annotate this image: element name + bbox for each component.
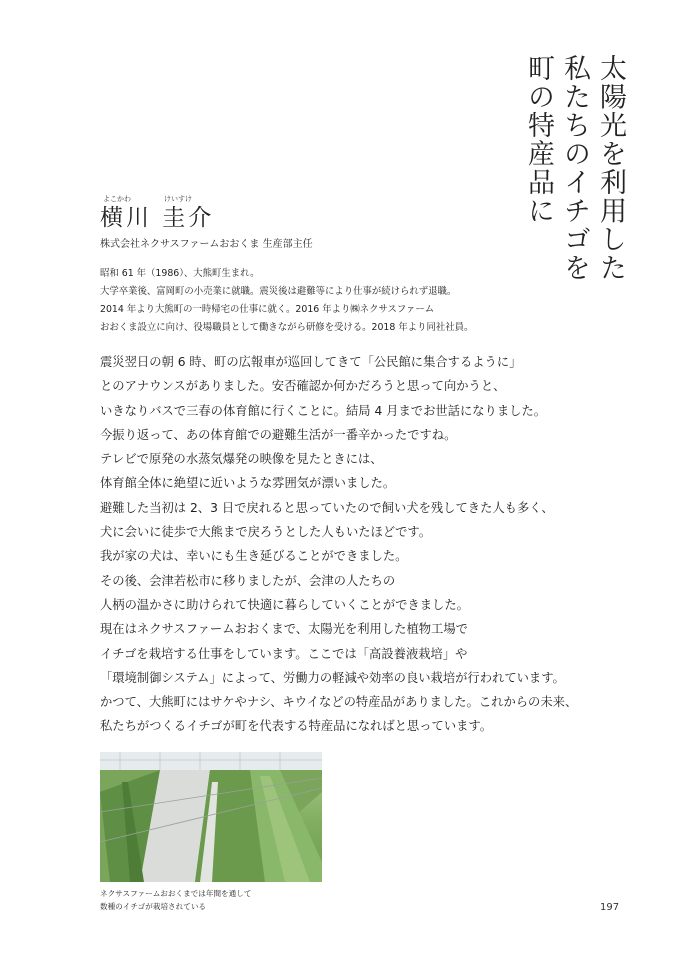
- body-line: 体育館全体に絶望に近いような雰囲気が漂いました。: [100, 476, 396, 491]
- body-line: 我が家の犬は、幸いにも生き延びることができました。: [100, 549, 408, 564]
- article-body: [100, 350, 620, 739]
- person-name: 横川 圭介: [100, 205, 215, 231]
- body-line: 人柄の温かさに助けられて快適に暮らしていくことができました。: [100, 597, 469, 612]
- body-line: 震災翌日の朝 6 時、町の広報車が巡回してきて「公民館に集合するように」: [100, 355, 522, 369]
- ruby-given: けいすけ: [164, 195, 192, 203]
- body-line: 今振り返って、あの体育館での避難生活が一番辛かったですね。: [100, 427, 457, 442]
- profile-bio: [100, 265, 520, 337]
- body-line: その後、会津若松市に移りましたが、会津の人たちの: [100, 573, 396, 588]
- body-line: 私たちがつくるイチゴが町を代表する特産品になればと思っています。: [100, 719, 493, 734]
- ruby-surname: よこかわ: [103, 195, 131, 203]
- greenhouse-photo: [100, 752, 322, 882]
- title-line-3: 町の特産品に: [523, 54, 554, 225]
- body-line: 現在はネクサスファームおおくまで、太陽光を利用した植物工場で: [100, 622, 468, 637]
- bio-line: 2014 年より大熊町の一時帰宅の仕事に就く。2016 年より㈱ネクサスファーム: [100, 304, 435, 315]
- name-ruby: [100, 194, 360, 204]
- title-line-2: 私たちのイチゴを: [559, 54, 590, 282]
- body-line: とのアナウンスがありました。安否確認か何かだろうと思って向かうと、: [100, 379, 506, 394]
- page-number: 197: [600, 902, 620, 913]
- person-role: 株式会社ネクサスファームおおくま 生産部主任: [100, 239, 313, 250]
- profile-header: [100, 194, 360, 252]
- bio-line: 昭和 61 年（1986）、大熊町生まれ。: [100, 268, 260, 279]
- caption-line: 数種のイチゴが栽培されている: [100, 901, 207, 911]
- title-line-1: 太陽光を利用した: [595, 54, 626, 282]
- body-line: 避難した当初は 2、3 日で戻れると思っていたので飼い犬を残してきた人も多く、: [100, 500, 554, 515]
- caption-line: ネクサスファームおおくまでは年間を通して: [100, 889, 252, 898]
- bio-line: おおくま設立に向け、役場職員として働きながら研修を受ける。2018 年より同社社員。: [100, 322, 474, 333]
- body-line: かつて、大熊町にはサケやナシ、キウイなどの特産品がありました。これからの未来、: [100, 695, 578, 710]
- body-line: 犬に会いに徒歩で大熊まで戻ろうとした人もいたほどです。: [100, 525, 432, 540]
- body-line: テレビで原発の水蒸気爆発の映像を見たときには、: [100, 452, 383, 467]
- body-line: いきなりバスで三春の体育館に行くことに。結局 4 月までお世話になりました。: [100, 403, 547, 418]
- bio-line: 大学卒業後、富岡町の小売業に就職。震災後は避難等により仕事が続けられず退職。: [100, 286, 457, 297]
- greenhouse-illustration: [100, 752, 322, 882]
- body-line: イチゴを栽培する仕事をしています。ここでは「高設養液栽培」や: [100, 646, 468, 661]
- article-title: [523, 54, 628, 284]
- body-line: 「環境制御システム」によって、労働力の軽減や効率の良い栽培が行われています。: [100, 670, 565, 685]
- photo-caption: [100, 888, 340, 913]
